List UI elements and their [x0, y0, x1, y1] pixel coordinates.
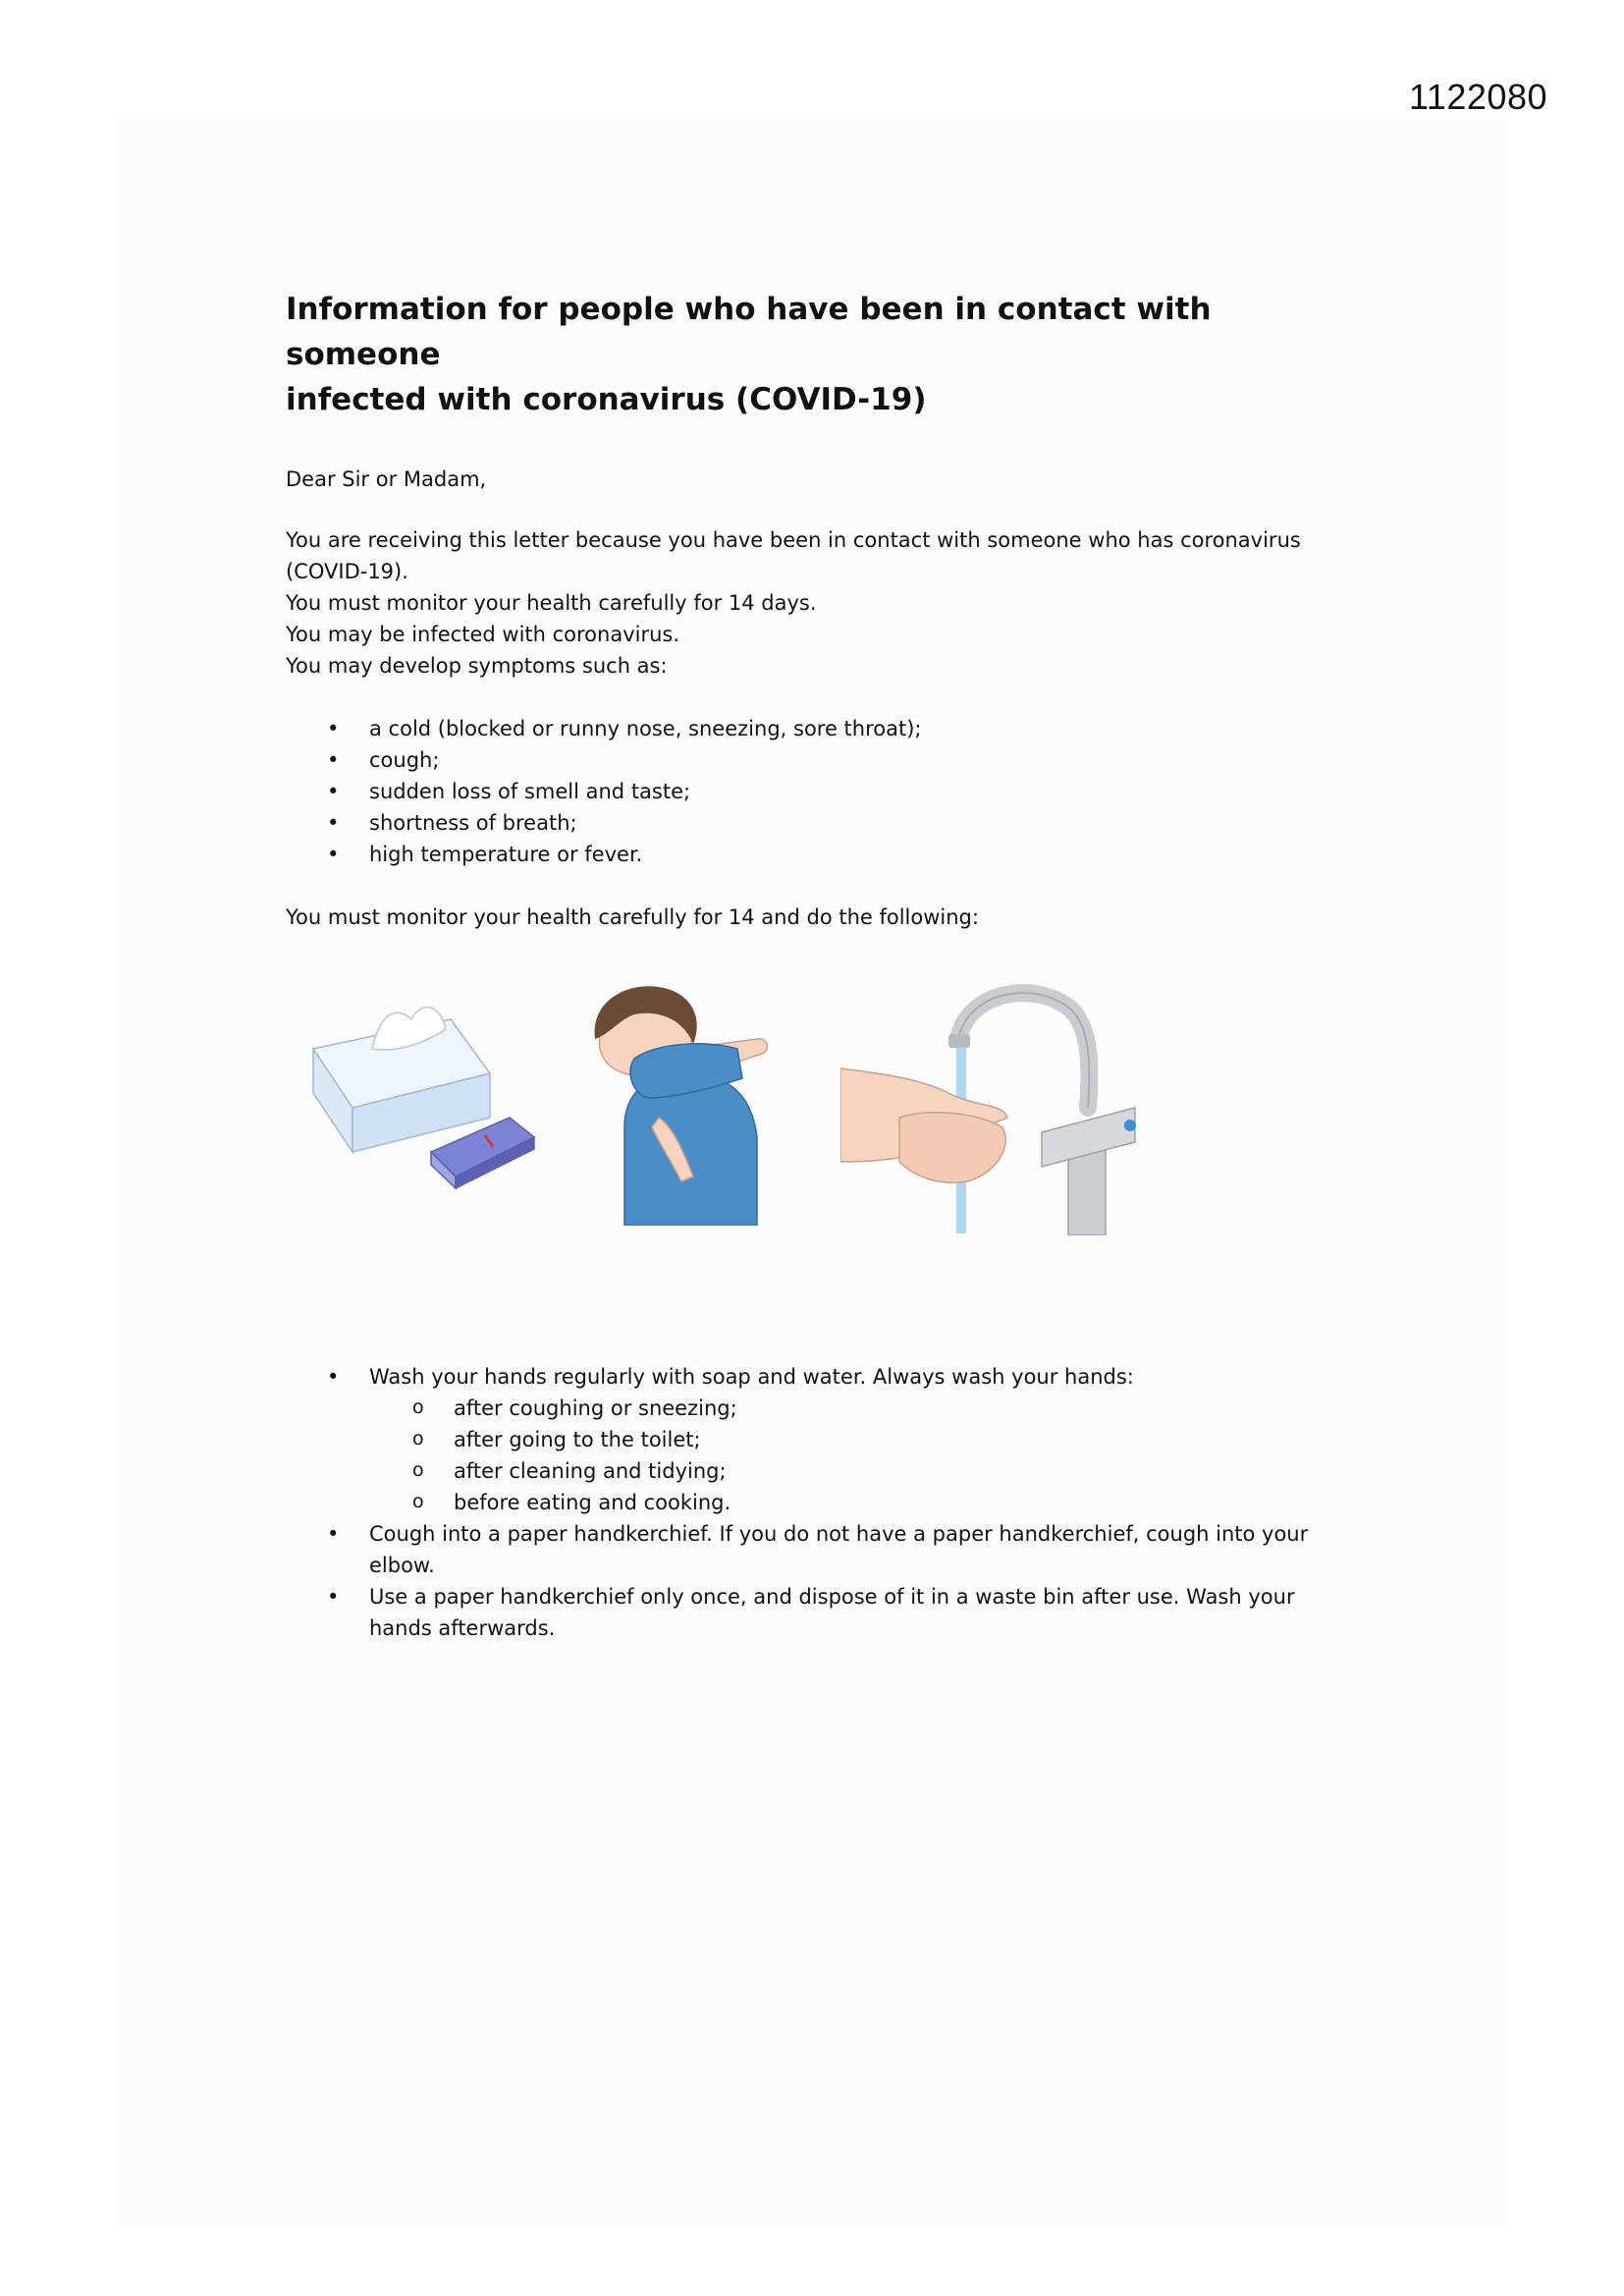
letter-content — [286, 287, 1336, 1644]
intro-line: You must monitor your health carefully for 14 days. — [286, 591, 817, 615]
action-item-cough — [286, 1518, 1336, 1581]
intro-line: You may develop symptoms such as: — [286, 654, 668, 678]
action-text: elbow. — [369, 1554, 435, 1577]
greeting: Dear Sir or Madam, — [286, 467, 487, 491]
wash-when-item: o after cleaning and tidying; — [369, 1455, 1336, 1487]
page-title — [286, 287, 1336, 422]
title-line-1: Information for people who have been in contact with someone — [286, 292, 1212, 372]
coughing-into-elbow-icon — [566, 980, 801, 1226]
action-text: hands afterwards. — [369, 1616, 556, 1640]
actions-list — [286, 1361, 1336, 1644]
action-item-handkerchief — [286, 1581, 1336, 1644]
intro-line: You are receiving this letter because you have been in contact with someone who has coronavirus — [286, 528, 1301, 552]
action-item-wash-hands — [286, 1361, 1336, 1518]
document-id: 1122080 — [1409, 77, 1547, 117]
tissue-box-icon — [303, 980, 539, 1206]
hand-washing-icon — [840, 980, 1174, 1235]
intro-line: (COVID-19). — [286, 560, 408, 583]
intro-line: You may be infected with coronavirus. — [286, 623, 680, 646]
title-line-2: infected with coronavirus (COVID-19) — [286, 382, 927, 417]
symptom-item: • sudden loss of smell and taste; — [286, 776, 1336, 807]
action-text: Cough into a paper handkerchief. If you do not have a paper handkerchief, cough into your — [369, 1522, 1309, 1546]
symptom-item: • shortness of breath; — [286, 807, 1336, 839]
intro-paragraph — [286, 524, 1336, 682]
wash-when-item: o after going to the toilet; — [369, 1424, 1336, 1455]
action-text: Wash your hands regularly with soap and water. Always wash your hands: — [369, 1365, 1134, 1389]
action-text: Use a paper handkerchief only once, and dispose of it in a waste bin after use. Wash your — [369, 1585, 1295, 1609]
wash-when-item: o after coughing or sneezing; — [369, 1393, 1336, 1424]
wash-when-list — [369, 1393, 1336, 1518]
instructions-intro: You must monitor your health carefully for 14 and do the following: — [286, 905, 979, 929]
wash-when-item: o before eating and cooking. — [369, 1487, 1336, 1518]
hygiene-illustrations — [286, 980, 1268, 1265]
symptom-item: • a cold (blocked or runny nose, sneezing, sore throat); — [286, 713, 1336, 744]
symptom-item: • high temperature or fever. — [286, 839, 1336, 870]
symptom-list — [286, 713, 1336, 870]
symptom-item: • cough; — [286, 744, 1336, 776]
